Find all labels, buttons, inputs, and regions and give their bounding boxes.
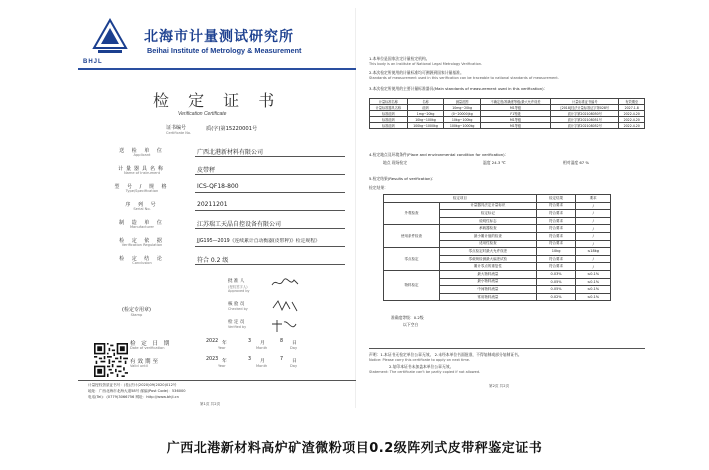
field-rule: [195, 156, 345, 157]
logo-text: BHJL: [83, 59, 103, 65]
table-cell: 2027.1.8: [619, 105, 645, 111]
day-unit-en: Day: [290, 346, 298, 350]
table-cell: /: [576, 217, 611, 225]
table-cell: 10kg~100kg: [407, 117, 444, 123]
table-row: [384, 202, 611, 210]
table-cell: 0.05%: [536, 286, 576, 294]
table-cell: (0~20000)kg: [444, 111, 481, 117]
month-unit: 月: [260, 359, 265, 364]
table-cell: 0.03%: [536, 270, 576, 278]
table-cell: 砝码: [407, 105, 444, 111]
statement-line: 2.复印本证书未加盖本单位公章无效。: [389, 364, 454, 369]
cert-no-label: [166, 124, 191, 135]
table-cell: 中间物料流量: [439, 286, 536, 294]
field-value: ICS-QF18-800: [197, 183, 239, 190]
footer-license: 计量授权资质证书号：(桂)法计(2020)09(2020)012号: [88, 383, 177, 387]
table-cell: /: [576, 210, 611, 218]
table-cell: 10kg~100kg: [444, 117, 481, 123]
note-line-en: This body is an Institute of National Legal Metrology Verification.: [369, 62, 483, 66]
table-cell: [2018]桂法计量标准证字第028号: [551, 105, 619, 111]
table-cell: 符合要求: [536, 210, 576, 218]
field-value: 江苏瑞工天晶自控设备有限公司: [197, 221, 282, 228]
table-cell: 零点检定时最大允许误差: [439, 248, 536, 256]
signature-checked: [228, 301, 248, 311]
table-header: 计量标准证书编号: [551, 99, 619, 105]
stamp-label-en: Stamp: [130, 313, 143, 317]
field-label-en: Type/Specification: [125, 189, 159, 193]
date-label: 检 定 日 期: [130, 341, 172, 347]
group-cell: 物料检定: [384, 270, 440, 300]
table-cell: /: [576, 263, 611, 271]
table-header-row: [384, 195, 611, 203]
group-cell: 零点检定: [384, 248, 440, 271]
image-caption: 广西北港新材料高炉矿渣微粉项目0.2级阵列式皮带秤鉴定证书: [166, 441, 543, 456]
note-line: 1.本单位是国家法定计量检定机构。: [369, 56, 430, 61]
table-cell: 符合要求: [536, 217, 576, 225]
table-cell: 2022.4.20: [619, 111, 645, 117]
table-cell: 2022.4.20: [619, 123, 645, 129]
field-type: [102, 183, 352, 201]
page-number: 第2页 共2页: [489, 384, 510, 388]
year-unit-en: Year: [218, 364, 226, 368]
table-cell: 符合要求: [536, 240, 576, 248]
date-label: 有效期至: [130, 359, 161, 365]
signature-sublabel: (授权签字人): [228, 285, 248, 289]
table-header: 名称: [407, 99, 444, 105]
table-cell: 2022.4.20: [619, 117, 645, 123]
table-cell: ≤0.1%: [576, 270, 611, 278]
field-label-en: Applicant: [133, 153, 151, 157]
table-cell: 10mg~20kg: [444, 105, 481, 111]
table-cell: 适用性检查: [439, 240, 536, 248]
results-subline: 检定结果：: [369, 185, 388, 190]
month-unit-en: Month: [256, 346, 268, 350]
group-cell: 使用条件检查: [384, 225, 440, 248]
table-cell: 10kg: [536, 248, 576, 256]
table-cell: 标准砝码: [370, 117, 408, 123]
year-unit-en: Year: [218, 346, 226, 350]
table-cell: 计量标准器具名称: [370, 105, 408, 111]
statement-line-en: Notice: Please carry this certificate to apply on next time.: [369, 358, 471, 362]
qr-code-icon: [94, 343, 128, 377]
month-unit-en: Month: [256, 364, 268, 368]
table-cell: 0.05%: [536, 278, 576, 286]
year-unit: 年: [222, 341, 227, 346]
field-value: 广西北港新材料有限公司: [197, 149, 264, 156]
field-rule: [195, 210, 345, 211]
date-label-en: Date of verification: [130, 346, 165, 350]
date-month: 3: [248, 339, 252, 344]
date-day: 7: [280, 357, 284, 362]
environment-line: 4.检定地点及环境条件(Place and environmental condition for verification)：: [369, 152, 509, 157]
environment-temperature: 温度 24.3 ℃: [483, 160, 506, 165]
field-label-en: Name of Instrument: [123, 171, 161, 175]
table-cell: 标准砝码: [370, 111, 408, 117]
footer-contact: 电话(Tel)：(0779)3066756 网址：http://www.bhjl.cn: [88, 395, 179, 399]
field-manufacturer: [102, 219, 352, 237]
table-cell: 承载器检查: [439, 225, 536, 233]
results-table: [383, 194, 611, 301]
field-label-en: Conclusion: [132, 261, 152, 265]
table-cell: /: [576, 240, 611, 248]
signature-label-en: Approved by: [228, 289, 250, 293]
field-label: 计量器具名称: [117, 166, 166, 172]
table-cell: 符合要求: [536, 225, 576, 233]
field-serial: [102, 201, 352, 219]
table-row: [384, 248, 611, 256]
date-label-en: Valid until: [130, 364, 148, 368]
approver-signature-mark: [270, 276, 300, 290]
field-label-en: Verification Regulation: [121, 243, 163, 247]
table-cell: F1等级: [480, 111, 550, 117]
field-rule: [195, 264, 345, 265]
field-label: 送 检 单 位: [119, 148, 165, 154]
institute-name-cn: 北海市计量测试研究所: [144, 29, 294, 45]
checker-signature-mark: [270, 298, 300, 314]
table-cell: ≤0.1%: [576, 293, 611, 301]
footer-rule: [78, 380, 356, 381]
table-cell: 符合要求: [536, 232, 576, 240]
month-unit: 月: [260, 341, 265, 346]
field-value: JJG195—2019《连续累计自动衡器(皮带秤)》检定规程》: [197, 239, 320, 244]
header-rule: [78, 68, 356, 70]
day-unit-en: Day: [290, 364, 298, 368]
signature-verified: [228, 319, 246, 329]
table-cell: ≤18kg: [576, 248, 611, 256]
note-line: 3.本次检定所使用的主要计量标准器具(Main standards of measurement used in this verification)：: [369, 86, 548, 91]
field-rule: [195, 246, 345, 247]
field-label: 型 号 / 规 格: [114, 184, 170, 190]
field-rule: [195, 228, 345, 229]
page-number: 第1页 共2页: [200, 402, 221, 406]
field-applicant: [102, 147, 352, 165]
table-cell: 常用物料流量: [439, 293, 536, 301]
field-conclusion: [102, 255, 352, 273]
statement-line-en: Statement: The certificate can't be partly copied if not allowed.: [369, 370, 481, 374]
table-cell: 最小累计值的检查: [439, 232, 536, 240]
field-instrument: [102, 165, 352, 183]
signature-label: 批 准 人: [228, 279, 245, 284]
table-cell: 符合要求: [536, 263, 576, 271]
certificate-title: 检 定 证 书: [153, 91, 282, 110]
standards-table: [369, 98, 645, 129]
table-cell: M1等级: [480, 123, 550, 129]
table-cell: 零载荷检测最大偏差试验: [439, 255, 536, 263]
table-header: 不确定度/准确度等级/最大允许误差: [480, 99, 550, 105]
cert-no-label-cn: 证书编号: [166, 125, 187, 131]
field-rule: [195, 192, 345, 193]
statement-line: 声明：1.本证书无检定单位公章无效。 2.未经本单位书面批准，不得复制或部分复制证书。: [369, 352, 522, 357]
note-line: 2.本次检定所使用的计量标准均可溯源到国家计量基准。: [369, 70, 464, 75]
right-footer-rule: [369, 348, 645, 349]
table-header: 检定项目: [384, 195, 537, 203]
table-cell: ≤0.1%: [576, 278, 611, 286]
footer-address: 地址：广西北海市北海大道58号 邮编(Post Code)：536000: [88, 389, 186, 393]
table-cell: 计量器具法定计量标识: [439, 202, 536, 210]
table-cell: /: [576, 202, 611, 210]
table-cell: M1等级: [480, 105, 550, 111]
stamp-label: [122, 306, 151, 317]
table-cell: 最大物料流量: [439, 270, 536, 278]
field-label: 检 定 依 据: [119, 238, 165, 244]
group-cell: 外观检查: [384, 202, 440, 225]
valid-until-row: [130, 357, 350, 371]
table-cell: ≤0.1%: [576, 286, 611, 294]
field-label: 制 造 单 位: [119, 220, 165, 226]
certificate-back-page: [363, 48, 653, 402]
table-cell: 最小物料流量: [439, 278, 536, 286]
table-row: [384, 225, 611, 233]
verifier-signature-mark: [270, 318, 300, 334]
table-header: 测量范围: [444, 99, 481, 105]
field-value: 皮带秤: [197, 167, 216, 174]
field-label-en: Serial No.: [133, 207, 151, 211]
environment-place: 地点 现场检定: [383, 160, 407, 165]
table-cell: 标准砝码: [370, 123, 408, 129]
table-row: [384, 270, 611, 278]
table-cell: 100kg~1000kg: [407, 123, 444, 129]
table-cell: 符合要求: [536, 202, 576, 210]
field-value: 符合 0.2 级: [197, 257, 229, 264]
cert-no-label-en: Certificate No.: [166, 131, 192, 135]
signature-label: 核 验 员: [228, 302, 245, 307]
table-cell: 质计字第202108050号: [551, 111, 619, 117]
cert-no-value: 质(字)第15220001号: [206, 126, 258, 132]
table-cell: 质计字第202108051号: [551, 117, 619, 123]
table-cell: 质计字第202108052号: [551, 123, 619, 129]
date-year: 2023: [206, 357, 219, 362]
certificate-front-page: [78, 8, 356, 408]
table-header: 计量标准名称: [370, 99, 408, 105]
signature-label-en: Verified by: [228, 325, 247, 329]
table-cell: 符合要求: [536, 255, 576, 263]
day-unit: 日: [292, 359, 297, 364]
environment-humidity: 相对湿度 67 %: [563, 160, 590, 165]
blank-below-line: 以下空白: [403, 322, 419, 327]
table-cell: /: [576, 232, 611, 240]
table-cell: 检定标记: [439, 210, 536, 218]
stamp-label-cn: (检定专用章): [122, 307, 151, 313]
institute-name-en: Beihai Institute of Metrology & Measurement: [147, 46, 302, 55]
table-cell: /: [576, 255, 611, 263]
field-rule: [195, 174, 345, 175]
certificate-title-en: Verification Certificate: [178, 111, 227, 117]
table-header: 检定结果: [536, 195, 576, 203]
date-year: 2022: [206, 339, 219, 344]
field-label: 序 列 号: [125, 202, 159, 208]
field-regulation: [102, 237, 352, 255]
table-cell: 累计零点的重复性: [439, 263, 536, 271]
year-unit: 年: [222, 359, 227, 364]
table-cell: 0.02%: [536, 293, 576, 301]
signature-approved: [228, 278, 250, 293]
field-label-en: Manufacturer: [129, 225, 155, 229]
date-month: 3: [248, 357, 252, 362]
day-unit: 日: [292, 341, 297, 346]
signature-label: 检 定 员: [228, 320, 245, 325]
table-row: [370, 123, 645, 129]
field-label: 检 定 结 论: [119, 256, 165, 262]
institute-logo: [92, 18, 128, 58]
date-day: 8: [280, 339, 284, 344]
table-cell: /: [576, 225, 611, 233]
table-header: 要求: [576, 195, 611, 203]
field-value: 20211201: [197, 201, 228, 208]
note-line-en: Standards of measurement used in this verification can be traceable to national standards of measurement.: [369, 76, 559, 80]
table-cell: 说明性标志: [439, 217, 536, 225]
verification-date-row: [130, 339, 350, 353]
results-line: 5.检定结果(Results of verification)：: [369, 176, 436, 181]
table-header: 有效期至: [619, 99, 645, 105]
signature-label-en: Checked by: [228, 307, 248, 311]
accuracy-level-line: 准确度等级：0.2级: [391, 315, 424, 320]
table-cell: M1等级: [480, 117, 550, 123]
table-cell: 100kg~1000kg: [444, 123, 481, 129]
table-cell: 1mg~20kg: [407, 111, 444, 117]
